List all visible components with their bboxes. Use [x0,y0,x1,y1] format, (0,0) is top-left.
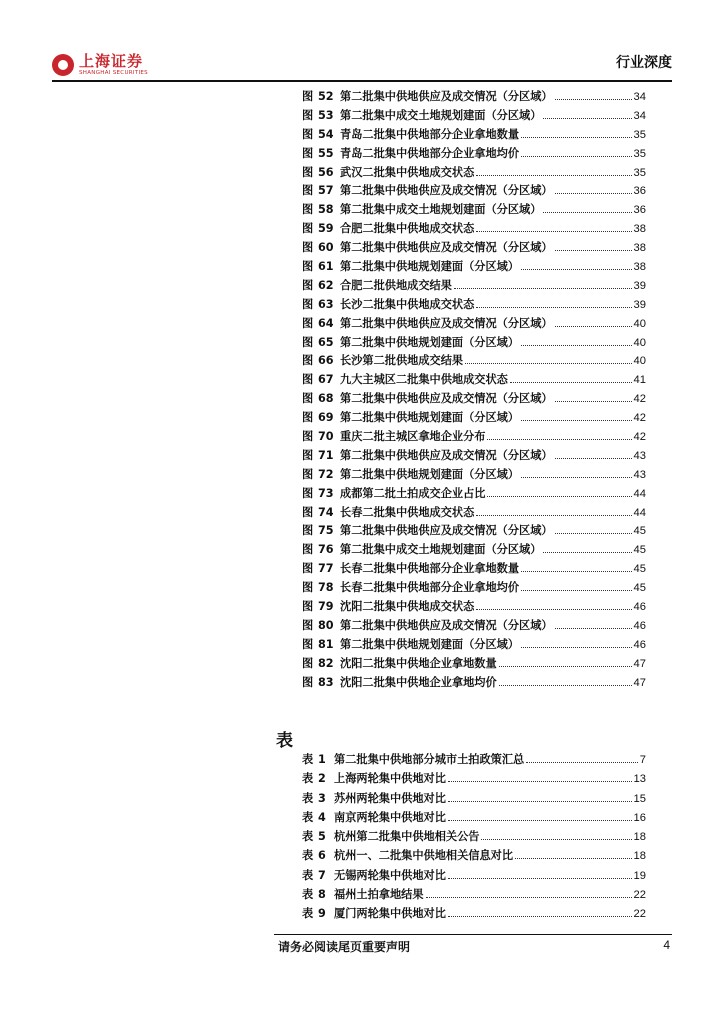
leader-dots [521,156,632,157]
leader-dots [426,897,632,898]
entry-page-number: 40 [633,317,646,330]
leader-dots [521,571,632,572]
entry-prefix: 图 [302,260,314,274]
entry-prefix: 图 [302,335,314,349]
entry-title: 第二批集中成交土地规划建面（分区域） [340,543,542,557]
entry-prefix: 表 [302,772,314,786]
entry-title: 第二批集中供地供应及成交情况（分区域） [340,448,553,462]
leader-dots [543,212,631,213]
leader-dots [555,628,632,629]
entry-number: 76 [318,543,334,557]
entry-page-number: 35 [633,128,646,141]
logo-mark-icon [52,54,74,76]
entry-prefix: 图 [302,486,314,500]
entry-prefix: 表 [302,791,314,805]
entry-number: 73 [318,486,334,500]
entry-prefix: 图 [302,90,314,103]
entry-page-number: 22 [633,889,646,902]
leader-dots [476,175,631,176]
entry-number: 58 [318,203,334,217]
entry-prefix: 图 [302,543,314,557]
header-divider [52,80,672,82]
entry-page-number: 22 [633,908,646,921]
entry-page-number: 18 [633,831,646,844]
entry-page-number: 45 [633,563,646,576]
entry-prefix: 表 [302,868,314,882]
entry-title: 九大主城区二批集中供地成交状态 [340,373,508,387]
figure-list [302,88,646,693]
figure-list-entry[interactable] [302,334,646,353]
table-list [302,751,646,925]
entry-prefix: 图 [302,184,314,198]
table-list-entry[interactable] [302,751,646,770]
table-list-entry[interactable] [302,867,646,886]
entry-page-number: 40 [633,336,646,349]
entry-number: 82 [318,656,334,670]
figure-list-entry[interactable] [302,145,646,164]
leader-dots [454,288,632,289]
entry-title: 福州土拍拿地结果 [334,888,424,902]
leader-dots [526,762,638,763]
leader-dots [465,363,631,364]
entry-prefix: 表 [302,753,314,766]
entry-number: 63 [318,297,334,311]
entry-number: 80 [318,618,334,632]
figure-list-entry[interactable] [302,201,646,220]
leader-dots [521,269,632,270]
entry-title: 长沙第二批供地成交结果 [340,354,464,368]
entry-page-number: 43 [633,449,646,462]
leader-dots [521,137,632,138]
entry-prefix: 图 [302,108,314,122]
entry-title: 成都第二批土拍成交企业占比 [340,486,486,500]
footer-divider [274,934,672,935]
entry-number: 81 [318,637,334,651]
leader-dots [543,118,631,119]
entry-prefix: 图 [302,146,314,160]
figure-list-entry[interactable] [302,88,646,107]
entry-page-number: 46 [633,638,646,651]
leader-dots [499,666,632,667]
entry-prefix: 图 [302,656,314,670]
table-list-entry[interactable] [302,847,646,866]
entry-title: 第二批集中供地供应及成交情况（分区域） [340,241,553,255]
entry-title: 合肥二批供地成交结果 [340,278,452,292]
figure-list-entry[interactable] [302,390,646,409]
figure-list-entry[interactable] [302,447,646,466]
entry-page-number: 41 [633,374,646,387]
entry-number: 62 [318,278,334,292]
leader-dots [555,458,632,459]
entry-title: 沈阳二批集中供地企业拿地数量 [340,656,497,670]
page-number: 4 [663,938,670,952]
entry-prefix: 图 [302,165,314,179]
leader-dots [499,685,632,686]
entry-page-number: 43 [633,468,646,481]
entry-page-number: 34 [633,91,646,103]
leader-dots [476,307,631,308]
tables-heading: 表 [276,731,293,751]
figure-list-entry[interactable] [302,617,646,636]
entry-prefix: 图 [302,354,314,368]
entry-number: 72 [318,467,334,481]
entry-page-number: 47 [633,657,646,670]
entry-number: 7 [318,868,326,882]
entry-page-number: 16 [633,811,646,824]
figure-list-entry[interactable] [302,428,646,447]
figure-list-entry[interactable] [302,107,646,126]
entry-number: 52 [318,90,334,103]
entry-number: 68 [318,392,334,406]
entry-prefix: 图 [302,392,314,406]
entry-page-number: 36 [633,204,646,217]
figure-list-entry[interactable] [302,182,646,201]
entry-page-number: 38 [633,242,646,255]
figure-list-entry[interactable] [302,504,646,523]
entry-title: 苏州两轮集中供地对比 [334,791,446,805]
figure-list-entry[interactable] [302,485,646,504]
entry-prefix: 表 [302,810,314,824]
leader-dots [555,533,632,534]
entry-number: 59 [318,222,334,236]
entry-page-number: 44 [633,506,646,519]
entry-prefix: 图 [302,562,314,576]
entry-title: 第二批集中供地供应及成交情况（分区域） [340,90,553,103]
entry-title: 第二批集中供地供应及成交情况（分区域） [340,184,553,198]
leader-dots [448,878,632,879]
entry-page-number: 39 [633,279,646,292]
entry-prefix: 图 [302,581,314,595]
entry-title: 南京两轮集中供地对比 [334,810,446,824]
entry-number: 77 [318,562,334,576]
entry-title: 上海两轮集中供地对比 [334,772,446,786]
figure-list-entry[interactable] [302,655,646,674]
entry-title: 长春二批集中供地成交状态 [340,505,475,519]
figure-list-entry[interactable] [302,598,646,617]
entry-prefix: 图 [302,505,314,519]
leader-dots [521,420,632,421]
entry-title: 青岛二批集中供地部分企业拿地数量 [340,127,520,141]
table-list-entry[interactable] [302,770,646,789]
figure-list-entry[interactable] [302,258,646,277]
entry-title: 第二批集中供地规划建面（分区域） [340,467,520,481]
figure-list-entry[interactable] [302,296,646,315]
leader-dots [448,820,632,821]
entry-page-number: 42 [633,412,646,425]
entry-number: 53 [318,108,334,122]
entry-prefix: 表 [302,888,314,902]
leader-dots [510,382,632,383]
figure-list-entry[interactable] [302,560,646,579]
leader-dots [555,99,632,100]
figure-list-entry[interactable] [302,579,646,598]
entry-title: 武汉二批集中供地成交状态 [340,165,475,179]
entry-title: 合肥二批集中供地成交状态 [340,222,475,236]
entry-page-number: 19 [633,869,646,882]
entry-number: 60 [318,241,334,255]
entry-page-number: 38 [633,261,646,274]
entry-number: 54 [318,127,334,141]
entry-prefix: 图 [302,637,314,651]
entry-number: 64 [318,316,334,330]
figure-list-entry[interactable] [302,126,646,145]
entry-prefix: 图 [302,222,314,236]
entry-prefix: 表 [302,907,314,921]
leader-dots [521,345,632,346]
entry-number: 5 [318,830,326,844]
entry-number: 3 [318,791,326,805]
figure-list-entry[interactable] [302,352,646,371]
entry-title: 第二批集中成交土地规划建面（分区域） [340,108,542,122]
figure-list-entry[interactable] [302,315,646,334]
entry-page-number: 35 [633,166,646,179]
entry-title: 杭州第二批集中供地相关公告 [334,830,480,844]
leader-dots [543,552,631,553]
entry-title: 第二批集中供地供应及成交情况（分区域） [340,524,553,538]
leader-dots [555,401,632,402]
entry-page-number: 39 [633,298,646,311]
company-logo [52,54,148,77]
entry-number: 4 [318,810,326,824]
entry-number: 69 [318,411,334,425]
entry-title: 重庆二批主城区拿地企业分布 [340,430,486,444]
entry-page-number: 45 [633,582,646,595]
entry-number: 8 [318,888,326,902]
table-list-entry[interactable] [302,886,646,905]
entry-number: 56 [318,165,334,179]
leader-dots [515,858,632,859]
entry-number: 70 [318,430,334,444]
figure-list-entry[interactable] [302,164,646,183]
entry-title: 青岛二批集中供地部分企业拿地均价 [340,146,520,160]
leader-dots [476,609,631,610]
entry-page-number: 42 [633,393,646,406]
entry-prefix: 图 [302,241,314,255]
entry-page-number: 15 [633,792,646,805]
figure-list-entry[interactable] [302,239,646,258]
figure-list-entry[interactable] [302,220,646,239]
entry-number: 75 [318,524,334,538]
entry-number: 9 [318,907,326,921]
entry-number: 66 [318,354,334,368]
entry-prefix: 图 [302,316,314,330]
entry-page-number: 38 [633,223,646,236]
entry-page-number: 18 [633,850,646,863]
leader-dots [448,801,632,802]
leader-dots [555,326,632,327]
entry-number: 55 [318,146,334,160]
table-list-entry[interactable] [302,809,646,828]
leader-dots [476,515,631,516]
entry-title: 第二批集中供地部分城市土拍政策汇总 [334,753,525,766]
leader-dots [448,781,632,782]
figure-list-entry[interactable] [302,466,646,485]
entry-number: 61 [318,260,334,274]
leader-dots [555,250,632,251]
entry-prefix: 表 [302,849,314,863]
figure-list-entry[interactable] [302,541,646,560]
entry-number: 78 [318,581,334,595]
entry-title: 第二批集中供地规划建面（分区域） [340,637,520,651]
figure-list-entry[interactable] [302,277,646,296]
entry-page-number: 34 [633,109,646,122]
entry-number: 2 [318,772,326,786]
entry-page-number: 46 [633,619,646,632]
logo-en: SHANGHAI SECURITIES [79,70,148,76]
entry-prefix: 图 [302,524,314,538]
entry-prefix: 表 [302,830,314,844]
entry-title: 长沙二批集中供地成交状态 [340,297,475,311]
entry-title: 杭州一、二批集中供地相关信息对比 [334,849,514,863]
entry-title: 厦门两轮集中供地对比 [334,907,446,921]
entry-page-number: 45 [633,525,646,538]
entry-prefix: 图 [302,675,314,689]
leader-dots [448,916,632,917]
entry-number: 1 [318,753,326,766]
leader-dots [476,231,631,232]
leader-dots [481,839,631,840]
table-list-entry[interactable] [302,828,646,847]
entry-title: 长春二批集中供地部分企业拿地均价 [340,581,520,595]
entry-number: 6 [318,849,326,863]
entry-title: 第二批集中供地供应及成交情况（分区域） [340,392,553,406]
entry-number: 57 [318,184,334,198]
entry-prefix: 图 [302,203,314,217]
figure-list-entry[interactable] [302,674,646,693]
entry-prefix: 图 [302,278,314,292]
figure-list-entry[interactable] [302,371,646,390]
table-list-entry[interactable] [302,905,646,924]
entry-prefix: 图 [302,600,314,614]
logo-cn: 上海证券 [79,52,144,70]
entry-page-number: 45 [633,544,646,557]
entry-prefix: 图 [302,448,314,462]
leader-dots [521,477,632,478]
table-list-entry[interactable] [302,790,646,809]
entry-title: 第二批集中供地供应及成交情况（分区域） [340,618,553,632]
leader-dots [487,439,631,440]
entry-page-number: 35 [633,147,646,160]
entry-prefix: 图 [302,430,314,444]
entry-prefix: 图 [302,411,314,425]
entry-number: 67 [318,373,334,387]
entry-number: 74 [318,505,334,519]
entry-title: 第二批集中供地供应及成交情况（分区域） [340,316,553,330]
entry-page-number: 40 [633,355,646,368]
logo-text [79,54,148,77]
entry-title: 无锡两轮集中供地对比 [334,868,446,882]
entry-page-number: 44 [633,487,646,500]
entry-page-number: 42 [633,431,646,444]
entry-title: 沈阳二批集中供地成交状态 [340,600,475,614]
entry-prefix: 图 [302,127,314,141]
entry-page-number: 36 [633,185,646,198]
leader-dots [487,496,631,497]
entry-prefix: 图 [302,618,314,632]
leader-dots [555,193,632,194]
entry-prefix: 图 [302,467,314,481]
entry-prefix: 图 [302,373,314,387]
report-type-title: 行业深度 [616,55,672,71]
entry-page-number: 13 [633,773,646,786]
leader-dots [521,590,632,591]
entry-prefix: 图 [302,297,314,311]
leader-dots [521,647,632,648]
entry-title: 第二批集中成交土地规划建面（分区域） [340,203,542,217]
entry-number: 83 [318,675,334,689]
figure-list-entry[interactable] [302,636,646,655]
figure-list-entry[interactable] [302,522,646,541]
entry-number: 79 [318,600,334,614]
entry-title: 第二批集中供地规划建面（分区域） [340,335,520,349]
entry-page-number: 47 [633,676,646,689]
entry-number: 65 [318,335,334,349]
footer-disclaimer: 请务必阅读尾页重要声明 [278,940,411,954]
entry-page-number: 7 [639,754,646,766]
entry-number: 71 [318,448,334,462]
entry-page-number: 46 [633,601,646,614]
entry-title: 第二批集中供地规划建面（分区域） [340,411,520,425]
figure-list-entry[interactable] [302,409,646,428]
entry-title: 第二批集中供地规划建面（分区域） [340,260,520,274]
entry-title: 长春二批集中供地部分企业拿地数量 [340,562,520,576]
entry-title: 沈阳二批集中供地企业拿地均价 [340,675,497,689]
